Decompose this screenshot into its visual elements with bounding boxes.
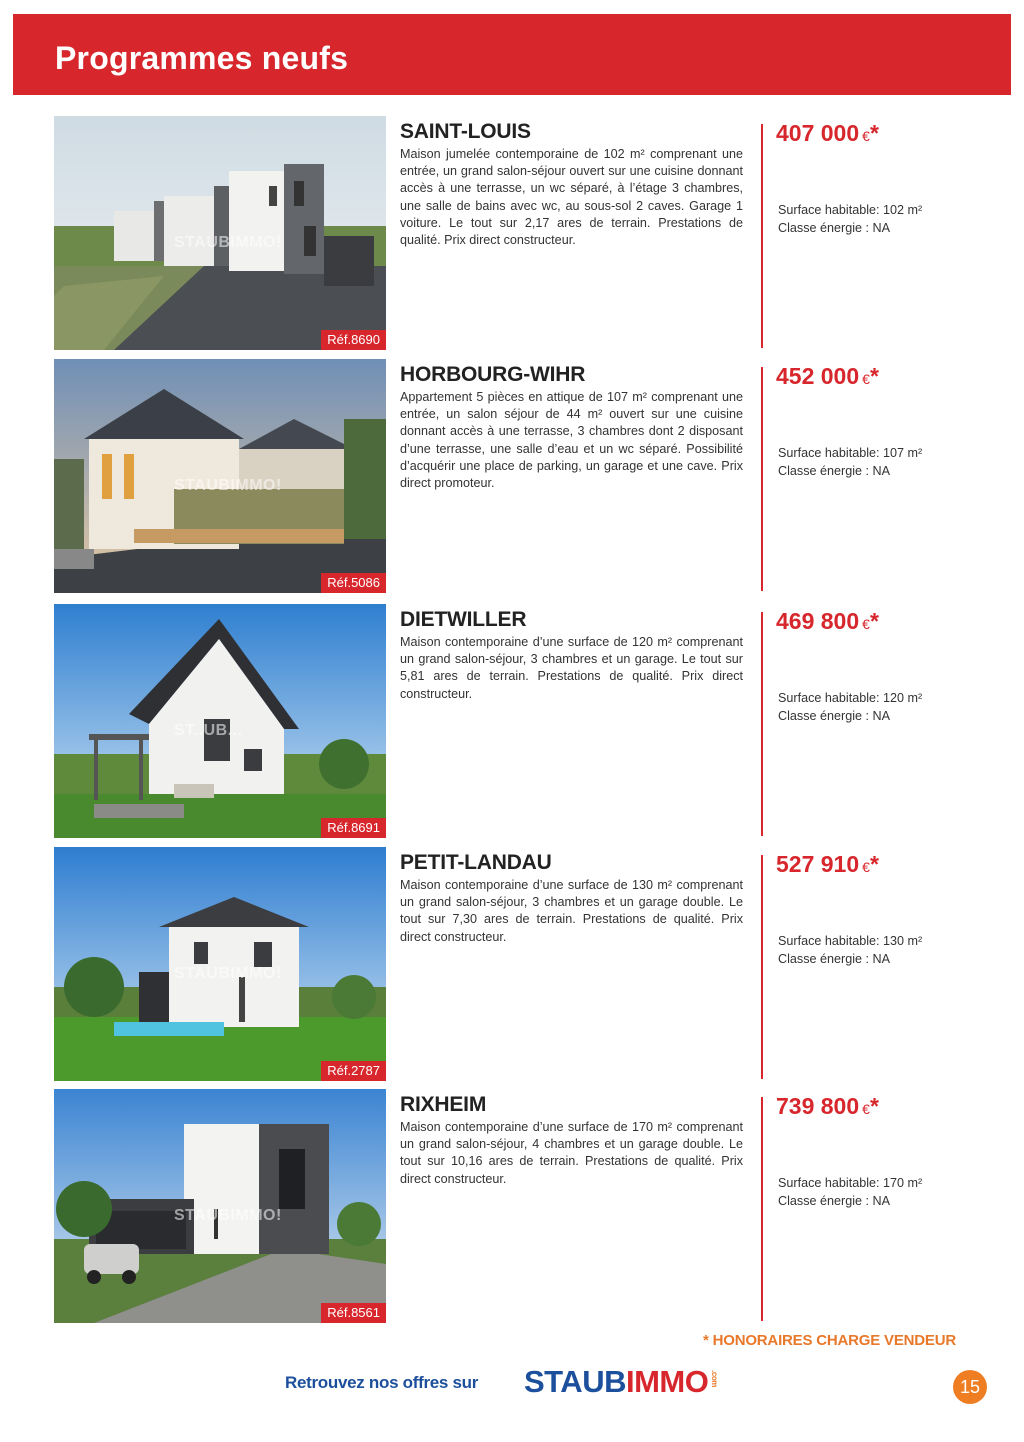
surface-label: Surface habitable: 170 m² xyxy=(778,1176,923,1190)
divider xyxy=(761,124,763,348)
divider xyxy=(761,1097,763,1321)
listing-description: Appartement 5 pièces en attique de 107 m² comprenant une entrée, un salon séjour de 44 m² ouvert sur une cuisine donnant accès à une terrasse, 3 chambres dont 2 disposant d’une terrasse, une salle d’eau et un wc séparé. Possibilité d’acquérir une place de parking, un garage et une cave. Prix direct promoteur. xyxy=(400,390,743,491)
listing-city: DIETWILLER xyxy=(400,608,527,631)
surface-label: Surface habitable: 102 m² xyxy=(778,203,923,217)
listing-specs xyxy=(778,690,922,725)
house-gable-photo[interactable] xyxy=(54,604,386,838)
apartment-building-photo[interactable] xyxy=(54,359,386,593)
listing-price: 739 800 €* xyxy=(776,1093,879,1119)
townhouses-photo[interactable] xyxy=(54,116,386,350)
listing-price: 407 000 €* xyxy=(776,120,879,146)
house-pool-photo[interactable] xyxy=(54,847,386,1081)
reference-badge: Réf.5086 xyxy=(321,573,386,593)
energy-label: Classe énergie : NA xyxy=(778,1193,890,1208)
listing-price: 469 800 €* xyxy=(776,608,879,634)
listing-card[interactable] xyxy=(54,847,954,1081)
energy-label: Classe énergie : NA xyxy=(778,708,890,723)
staubimmo-logo[interactable]: STAUBIMMO .com xyxy=(524,1364,720,1399)
modern-house-photo[interactable] xyxy=(54,1089,386,1323)
listing-city: PETIT-LANDAU xyxy=(400,851,552,874)
listing-city: SAINT-LOUIS xyxy=(400,120,531,143)
surface-label: Surface habitable: 120 m² xyxy=(778,691,923,705)
listing-specs xyxy=(778,445,922,480)
listing-price: 527 910 €* xyxy=(776,851,879,877)
header-banner xyxy=(13,14,1011,95)
listing-city: HORBOURG-WIHR xyxy=(400,363,586,386)
surface-label: Surface habitable: 107 m² xyxy=(778,446,923,460)
listing-description: Maison contemporaine d’une surface de 120 m² comprenant un grand salon-séjour, 3 chambres et un garage. Le tout sur 5,81 ares de terrain. Prestations de qualité. Prix direct constructeur. xyxy=(400,635,743,701)
listing-specs xyxy=(778,1175,922,1210)
photo-watermark: STAUBIMMO! xyxy=(174,477,282,494)
listing-card[interactable] xyxy=(54,116,954,350)
listing-card[interactable] xyxy=(54,1089,954,1323)
energy-label: Classe énergie : NA xyxy=(778,951,890,966)
listing-city: RIXHEIM xyxy=(400,1093,487,1116)
photo-watermark: STAUBIMMO! xyxy=(174,234,282,251)
page-number: 15 xyxy=(953,1370,987,1404)
photo-watermark: STAUBIMMO! xyxy=(174,965,282,982)
footer-cta: Retrouvez nos offres sur xyxy=(285,1373,479,1392)
fees-footnote: * HONORAIRES CHARGE VENDEUR xyxy=(703,1332,956,1349)
divider xyxy=(761,612,763,836)
energy-label: Classe énergie : NA xyxy=(778,463,890,478)
listing-description: Maison contemporaine d’une surface de 170 m² comprenant un grand salon-séjour, 4 chambres et un garage double. Le tout sur 10,16 ares de terrain. Prestations de qualité. Prix direct constructeur. xyxy=(400,1120,743,1186)
divider xyxy=(761,367,763,591)
energy-label: Classe énergie : NA xyxy=(778,220,890,235)
reference-badge: Réf.2787 xyxy=(321,1061,386,1081)
divider xyxy=(761,855,763,1079)
listing-description: Maison contemporaine d’une surface de 130 m² comprenant un grand salon-séjour, 3 chambres et un garage double. Le tout sur 7,30 ares de terrain. Prestations de qualité. Prix direct constructeur. xyxy=(400,878,743,944)
photo-watermark: STAUBIMMO! xyxy=(174,1207,282,1224)
listing-card[interactable] xyxy=(54,359,954,593)
listing-specs xyxy=(778,933,922,968)
listing-description: Maison jumelée contemporaine de 102 m² comprenant une entrée, un grand salon-séjour ouvert sur une cuisine donnant accès à une terrasse, un wc séparé, à l’étage 3 chambres, une salle de bains avec wc, au sous-sol 2 caves. Garage 1 voiture. Le tout sur 2,17 ares de terrain. Prestations de qualité. Prix direct constructeur. xyxy=(400,147,743,248)
reference-badge: Réf.8691 xyxy=(321,818,386,838)
photo-watermark: ST..UB... xyxy=(174,722,243,739)
reference-badge: Réf.8561 xyxy=(321,1303,386,1323)
reference-badge: Réf.8690 xyxy=(321,330,386,350)
page-title: Programmes neufs xyxy=(55,40,349,76)
surface-label: Surface habitable: 130 m² xyxy=(778,934,923,948)
listing-price: 452 000 €* xyxy=(776,363,879,389)
listing-specs xyxy=(778,202,922,237)
listing-card[interactable] xyxy=(54,604,954,838)
